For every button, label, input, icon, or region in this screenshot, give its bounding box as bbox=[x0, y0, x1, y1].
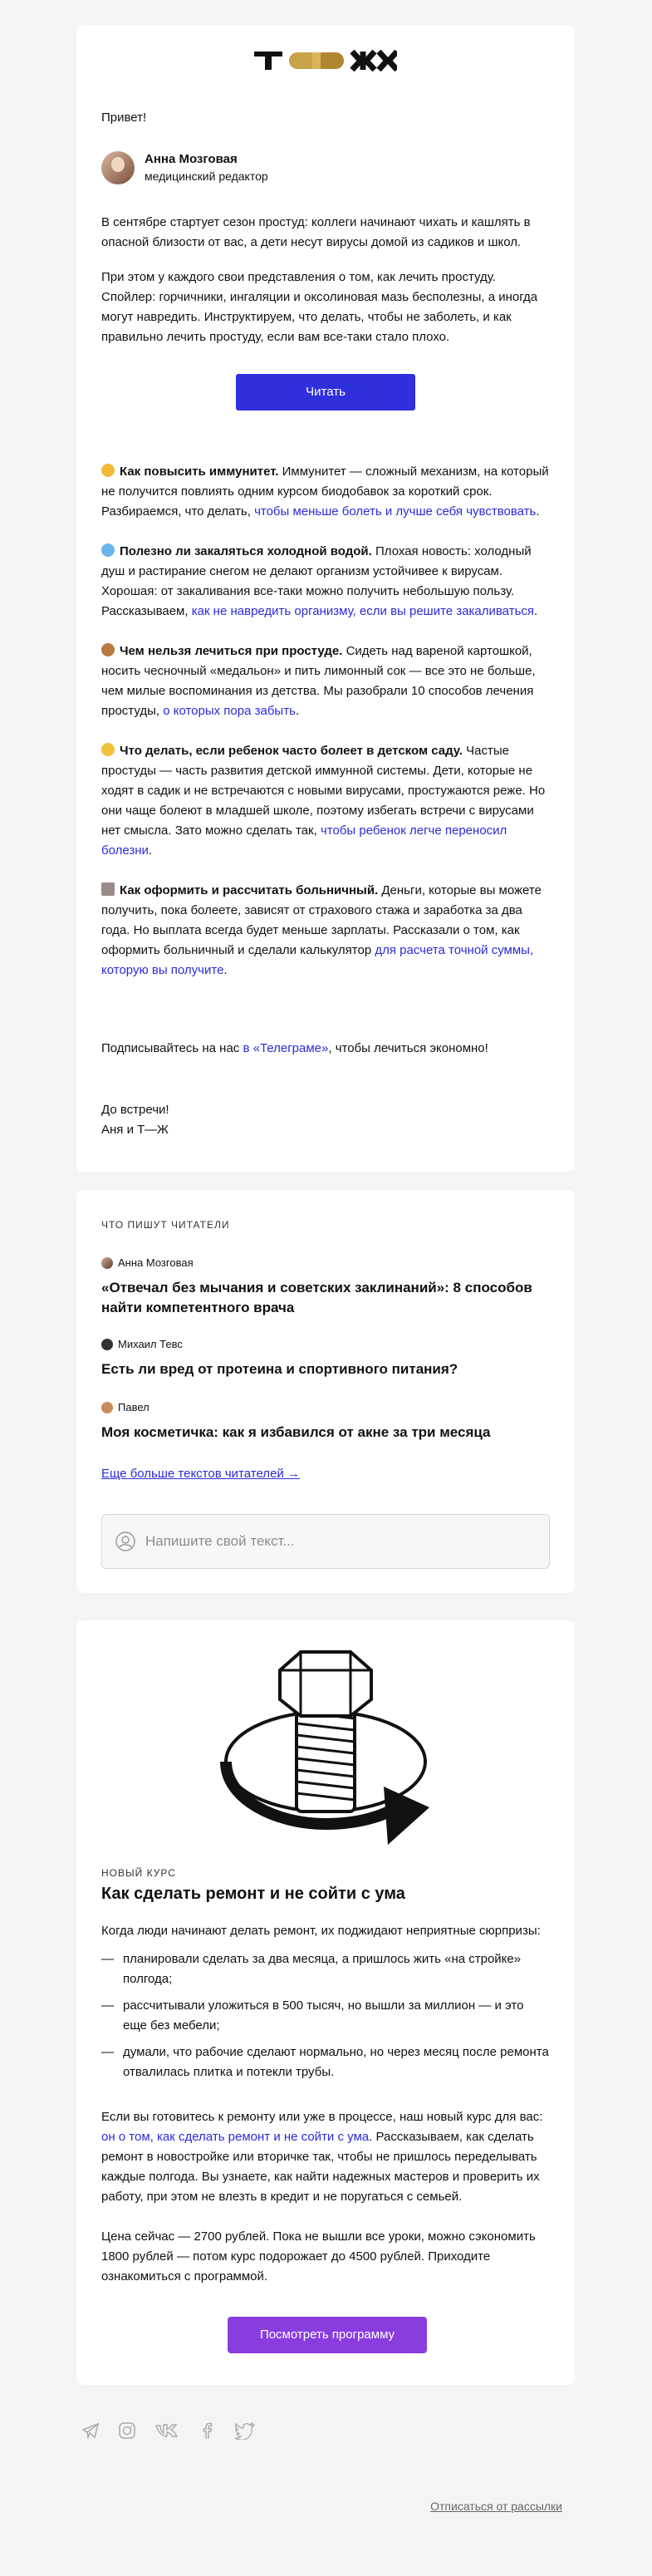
subscribe-text-end: , чтобы лечиться экономно! bbox=[328, 1041, 488, 1055]
course-card bbox=[76, 1620, 575, 2385]
course-title: Как сделать ремонт и не сойти с ума bbox=[101, 1885, 405, 1903]
course-text: Если вы готовитесь к ремонту или уже в процессе, наш новый курс для вас: bbox=[101, 2110, 543, 2124]
subscribe-line bbox=[101, 1039, 550, 1059]
instagram-icon[interactable] bbox=[118, 2421, 136, 2440]
vk-icon[interactable] bbox=[154, 2421, 179, 2440]
list-item: — рассчитывали уложиться в 500 тысяч, но вышли за миллион — и это еще без мебели; bbox=[101, 1996, 550, 2036]
hospital-icon bbox=[101, 882, 115, 896]
list-item: — думали, что рабочие сделают нормально, но через месяц после ремонта отвалилась плитка и потекли трубы. bbox=[101, 2043, 550, 2082]
course-link[interactable]: он о том, как сделать ремонт и не сойти с ума bbox=[101, 2130, 370, 2144]
item-title: Что делать, если ребенок часто болеет в детском саду. bbox=[120, 744, 463, 758]
reader-author bbox=[101, 1253, 550, 1273]
intro-paragraph-2: При этом у каждого свои представления о том, как лечить простуду. Спойлер: горчичники, ингаляции и оксолиновая мазь бесполезны, а иногда могут навредить. Инструктируем, что делать, чтобы не заболеть, и как правильно лечить простуду, если вам все-таки стало плохо. bbox=[101, 270, 538, 344]
greeting: Привет! bbox=[101, 111, 147, 125]
signoff-line-1: До встречи! bbox=[101, 1103, 169, 1117]
reader-author bbox=[101, 1398, 550, 1418]
comment-placeholder: Напишите свой текст... bbox=[145, 1533, 295, 1549]
list-item bbox=[101, 642, 550, 721]
reader-post-title[interactable]: «Отвечал без мычания и советских заклинаний»: 8 способов найти компетентного врача bbox=[101, 1280, 532, 1315]
unsubscribe-link[interactable]: Отписаться от рассылки bbox=[430, 2500, 562, 2513]
bullet-text: думали, что рабочие сделают нормально, но через месяц после ремонта отвалилась плитка и потекли трубы. bbox=[123, 2045, 549, 2079]
section-label: НОВЫЙ КУРС bbox=[101, 1867, 176, 1879]
item-text: Иммунитет — сложный механизм, на который не получится повлиять одним курсом биодобавок за короткий срок. Разбираемся, что делать, bbox=[101, 465, 549, 519]
bullet-text: рассчитывали уложиться в 500 тысяч, но вышли за миллион — и это еще без мебели; bbox=[123, 1998, 524, 2033]
avatar bbox=[101, 1402, 113, 1413]
reader-author bbox=[101, 1335, 550, 1354]
bullet-text: планировали сделать за два месяца, а пришлось жить «на стройке» полгода; bbox=[123, 1952, 522, 1986]
read-button[interactable]: Читать bbox=[236, 374, 415, 410]
list-item bbox=[101, 462, 550, 522]
more-readers-link[interactable]: Еще больше текстов читателей → bbox=[101, 1467, 300, 1481]
item-link[interactable]: о которых пора забыть bbox=[163, 704, 296, 718]
avatar bbox=[101, 151, 135, 184]
cold-face-icon bbox=[101, 543, 115, 557]
item-text: Сидеть над вареной картошкой, носить чесночный «медальон» и пить лимонный сок — все это не больше, чем милые воспоминания из детства. Мы разобрали 10 способов лечения простуды, bbox=[101, 644, 536, 718]
item-text: Деньги, которые вы можете получить, пока болеете, зависят от страхового стажа и заработка за два года. Но выплата всегда будет меньше зарплаты. Рассказали о том, как оформить больничный и сделали калькулятор bbox=[101, 883, 542, 957]
list-item: — планировали сделать за два месяца, а пришлось жить «на стройке» полгода; bbox=[101, 1949, 550, 1989]
signoff-line-2: Аня и Т—Ж bbox=[101, 1123, 169, 1137]
twitter-icon[interactable] bbox=[234, 2421, 256, 2440]
view-program-button[interactable]: Посмотреть программу bbox=[228, 2317, 427, 2353]
item-title: Полезно ли закаляться холодной водой. bbox=[120, 544, 372, 558]
course-text-end: . Рассказываем, как сделать ремонт в новостройке или вторичке так, чтобы не пришлось переделывать каждые полгода. Вы узнаете, как найти надежных мастеров и проверить их работу, при этом не влезть в кредит и не поругаться с семьей. bbox=[101, 2130, 540, 2204]
telegram-link[interactable]: в «Телеграме» bbox=[243, 1041, 329, 1055]
tj-logo[interactable] bbox=[76, 48, 575, 73]
item-link[interactable]: для расчета точной суммы, которую вы получите bbox=[101, 943, 534, 977]
reader-author-name: Павел bbox=[118, 1401, 150, 1413]
avatar bbox=[101, 1339, 113, 1350]
author-role: медицинский редактор bbox=[145, 170, 268, 183]
item-tail: . bbox=[223, 963, 228, 977]
course-bullets bbox=[101, 1949, 550, 2089]
reader-post[interactable] bbox=[101, 1398, 550, 1443]
item-tail: . bbox=[295, 704, 300, 718]
bolt-illustration bbox=[218, 1637, 434, 1853]
item-title: Чем нельзя лечиться при простуде. bbox=[120, 644, 343, 658]
author-name: Анна Мозговая bbox=[145, 152, 238, 166]
item-text: Плохая новость: холодный душ и растирание снегом не делают организм устойчивее к вирусам. Хорошая: от закаливания все-таки можно получить небольшую пользу. Рассказываем, bbox=[101, 544, 532, 618]
course-lead: Когда люди начинают делать ремонт, их поджидают неприятные сюрпризы: bbox=[101, 1924, 541, 1938]
comment-input[interactable] bbox=[101, 1514, 550, 1569]
sick-face-icon bbox=[101, 743, 115, 756]
newsletter-card bbox=[76, 25, 575, 1172]
item-link[interactable]: чтобы меньше болеть и лучше себя чувствовать bbox=[254, 504, 537, 519]
section-label: ЧТО ПИШУТ ЧИТАТЕЛИ bbox=[101, 1219, 230, 1231]
intro-paragraph-1: В сентябре стартует сезон простуд: коллеги начинают чихать и кашлять в опасной близости от вас, а дети несут вирусы домой из садиков и школ. bbox=[101, 215, 531, 249]
user-icon bbox=[115, 1531, 135, 1551]
telegram-icon[interactable] bbox=[81, 2421, 100, 2440]
item-tail: . bbox=[536, 504, 540, 519]
list-item bbox=[101, 881, 550, 981]
reader-post-title[interactable]: Моя косметичка: как я избавился от акне за три месяца bbox=[101, 1424, 491, 1440]
list-item bbox=[101, 741, 550, 861]
reader-post[interactable] bbox=[101, 1335, 550, 1379]
social-links bbox=[81, 2421, 256, 2440]
logo-icon bbox=[254, 50, 397, 71]
facebook-icon[interactable] bbox=[198, 2421, 216, 2440]
subscribe-text: Подписывайтесь на нас bbox=[101, 1041, 243, 1055]
course-paragraph-1 bbox=[101, 2107, 550, 2207]
course-paragraph-2: Цена сейчас — 2700 рублей. Пока не вышли все уроки, можно сэкономить 1800 рублей — потом курс подорожает до 4500 рублей. Приходите ознакомиться с программой. bbox=[101, 2229, 536, 2283]
list-item bbox=[101, 542, 550, 622]
item-title: Как оформить и рассчитать больничный. bbox=[120, 883, 379, 897]
reader-post-title[interactable]: Есть ли вред от протеина и спортивного питания? bbox=[101, 1361, 458, 1377]
flexed-biceps-icon bbox=[101, 464, 115, 477]
potato-icon bbox=[101, 643, 115, 656]
item-tail: . bbox=[534, 604, 538, 618]
item-tail: . bbox=[148, 843, 153, 858]
reader-post[interactable] bbox=[101, 1253, 550, 1318]
item-link[interactable]: чтобы ребенок легче переносил болезни bbox=[101, 823, 507, 858]
author-block bbox=[101, 151, 268, 184]
readers-card bbox=[76, 1190, 575, 1593]
avatar bbox=[101, 1257, 113, 1269]
item-title: Как повысить иммунитет. bbox=[120, 465, 279, 479]
reader-author-name: Анна Мозговая bbox=[118, 1256, 194, 1269]
item-link[interactable]: как не навредить организму, если вы решите закаливаться bbox=[191, 604, 535, 618]
reader-author-name: Михаил Тевс bbox=[118, 1338, 183, 1350]
item-text: Частые простуды — часть развития детской иммунной системы. Дети, которые не ходят в садик и не встречаются с новыми вирусами, простужаются реже. Но они чаще болеют в младшей школе, поэтому избегать встречи с вирусами нет смысла. Зато можно сделать так, bbox=[101, 744, 546, 838]
